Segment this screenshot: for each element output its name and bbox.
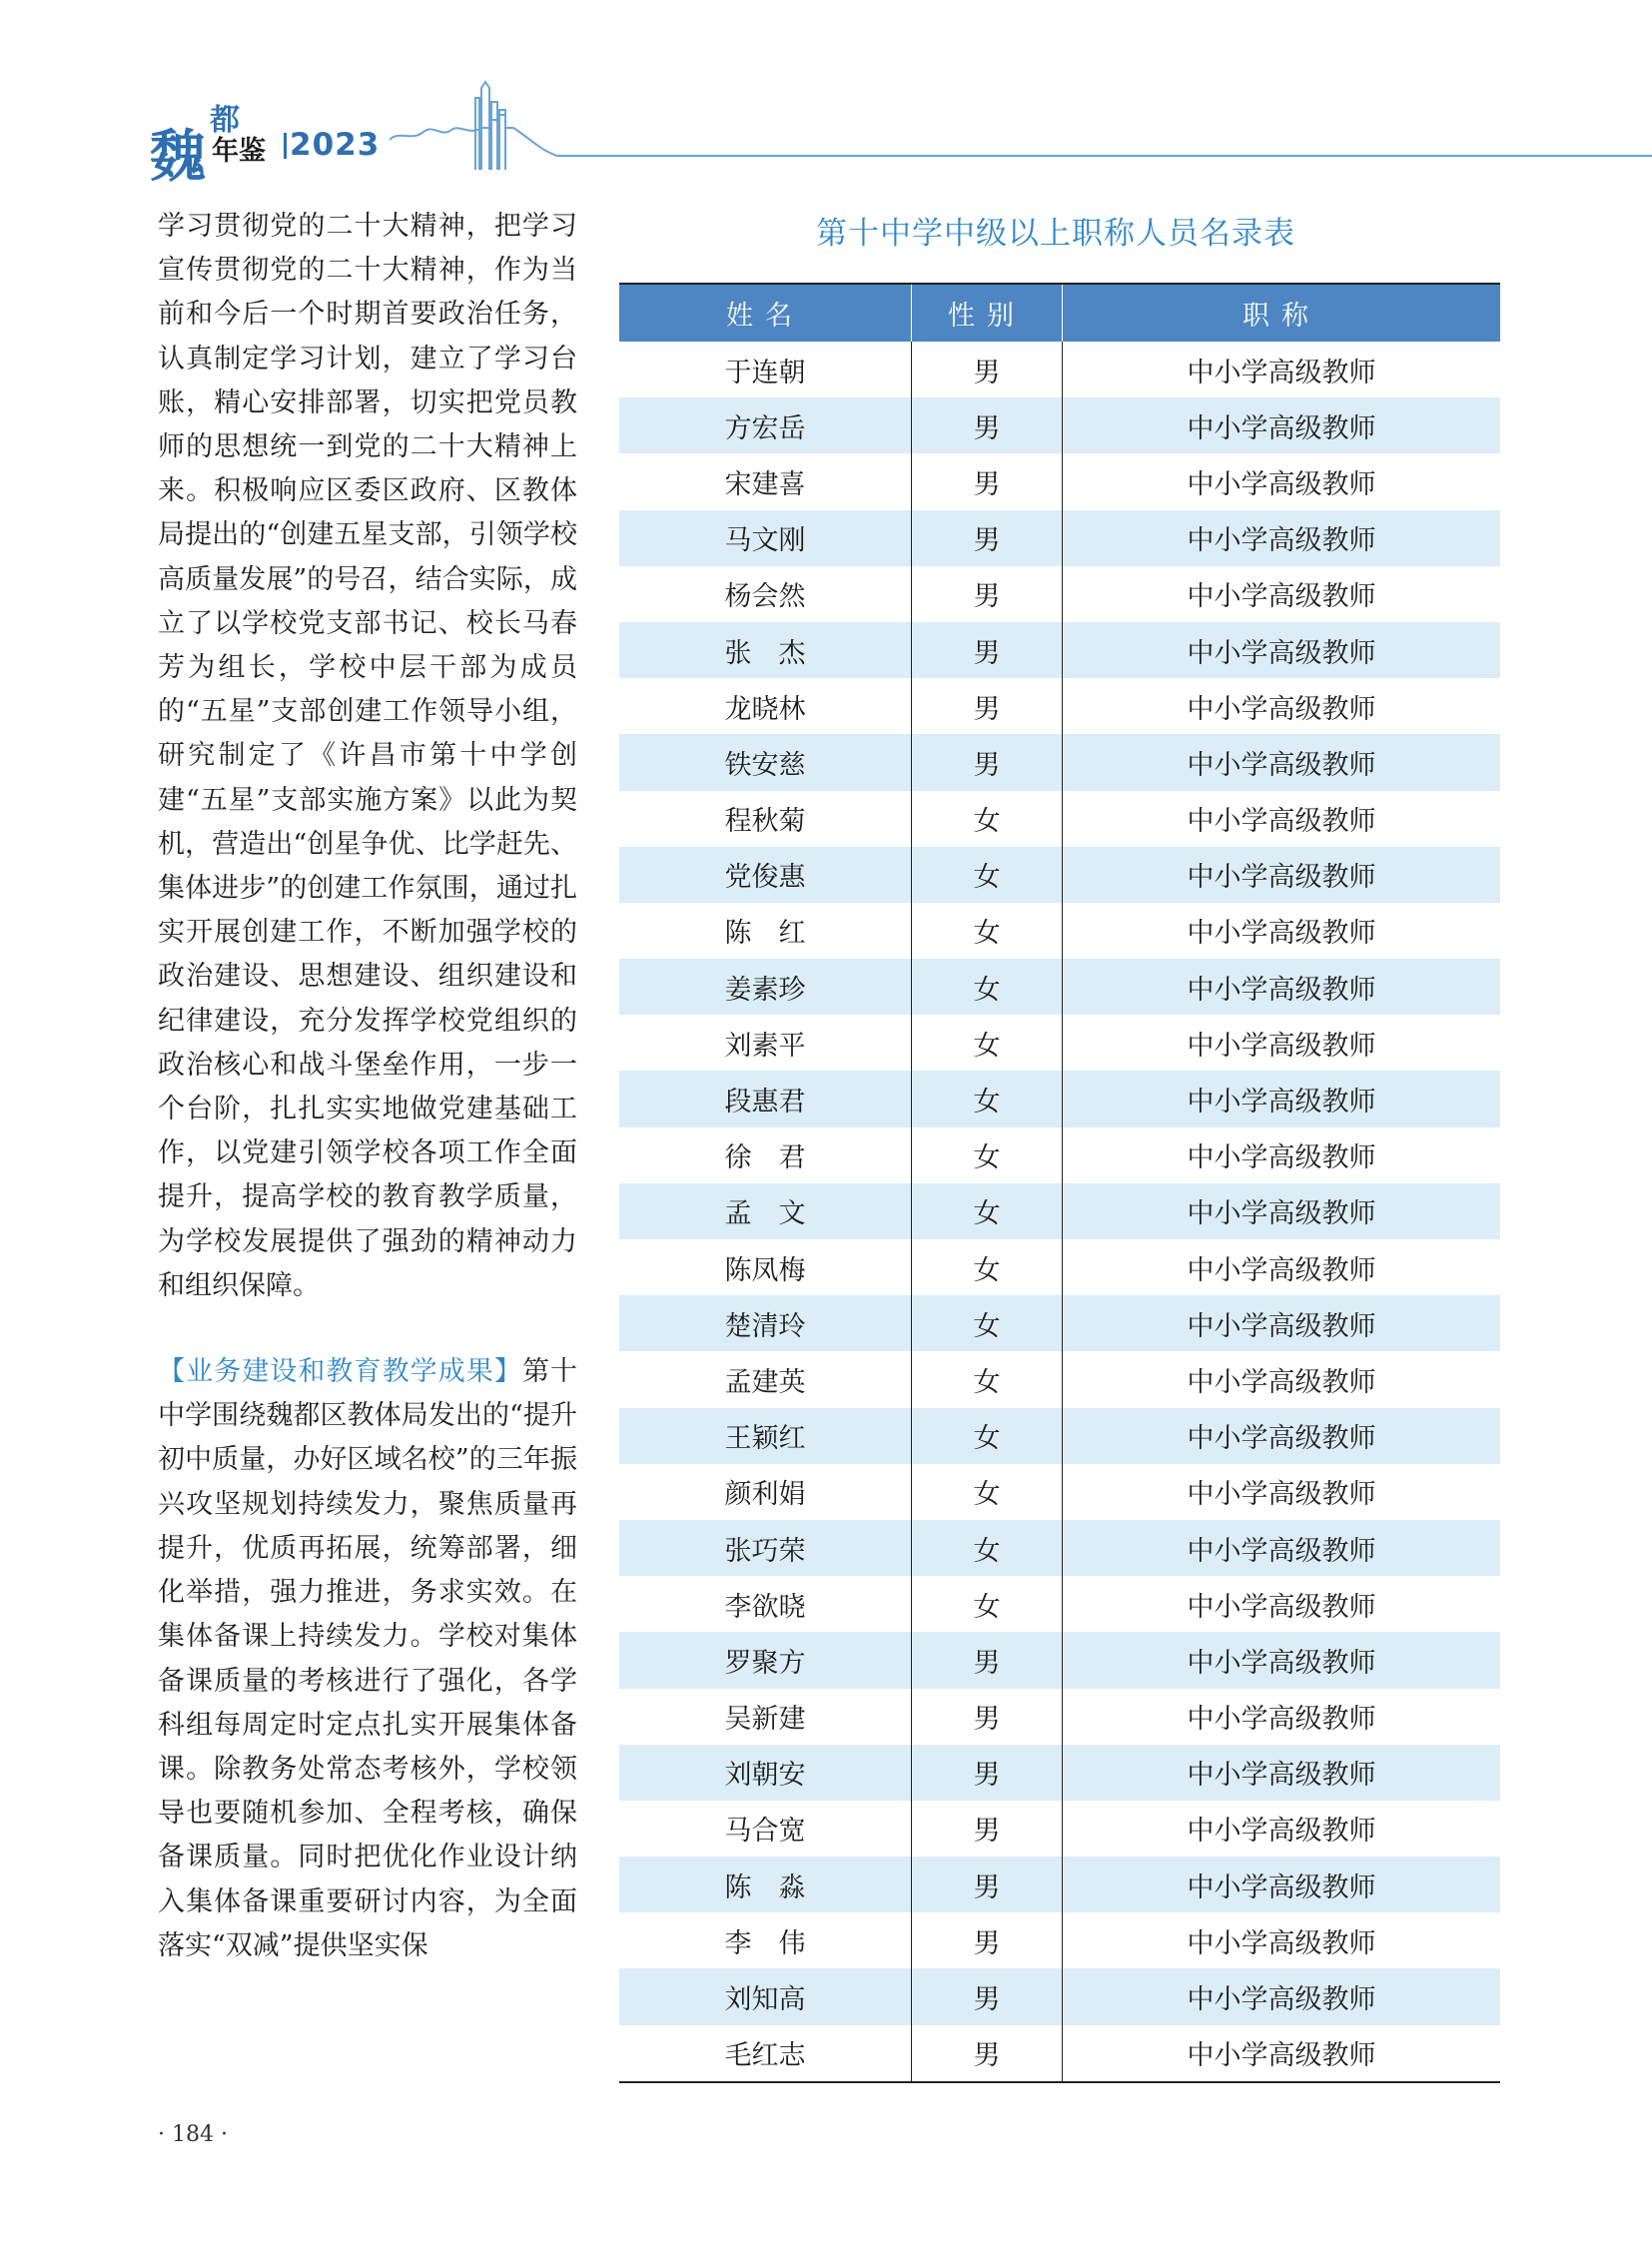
cell-title: 中小学高级教师 xyxy=(1063,678,1501,734)
cell-title: 中小学高级教师 xyxy=(1063,1408,1501,1464)
table-row xyxy=(619,1239,1500,1295)
table-row xyxy=(619,342,1500,397)
cell-gender: 女 xyxy=(912,1408,1063,1464)
cell-title: 中小学高级教师 xyxy=(1063,1239,1501,1295)
cell-gender: 女 xyxy=(912,959,1063,1015)
table-row xyxy=(619,1127,1500,1183)
cell-name: 张巧荣 xyxy=(619,1520,912,1576)
cell-name: 马文刚 xyxy=(619,510,912,566)
cell-title: 中小学高级教师 xyxy=(1063,791,1501,847)
cell-title: 中小学高级教师 xyxy=(1063,903,1501,959)
cell-title: 中小学高级教师 xyxy=(1063,1689,1501,1745)
skyline-decoration xyxy=(390,80,1652,180)
body-paragraph-2 xyxy=(158,1350,577,1968)
cell-title: 中小学高级教师 xyxy=(1063,2025,1501,2082)
table-row xyxy=(619,1015,1500,1071)
cell-gender: 女 xyxy=(912,847,1063,903)
table-row xyxy=(619,678,1500,734)
table-row xyxy=(619,791,1500,847)
table-title: 第十中学中级以上职称人员名录表 xyxy=(816,216,1295,252)
page-header xyxy=(0,0,1652,190)
paragraph-gap xyxy=(158,1308,577,1350)
logo-year: 2023 xyxy=(290,127,381,163)
table-row xyxy=(619,734,1500,790)
cell-title: 中小学高级教师 xyxy=(1063,1295,1501,1351)
cell-title: 中小学高级教师 xyxy=(1063,566,1501,622)
cell-gender: 女 xyxy=(912,1351,1063,1407)
header-name: 姓名 xyxy=(619,284,912,342)
logo-divider xyxy=(284,133,287,159)
cell-name: 段惠君 xyxy=(619,1071,912,1126)
cell-name: 孟建英 xyxy=(724,1366,806,1398)
cell-gender: 男 xyxy=(912,678,1063,734)
table-row xyxy=(619,959,1500,1015)
cell-gender: 男 xyxy=(912,1857,1063,1912)
table-row xyxy=(619,1071,1500,1126)
cell-name: 李欲晓 xyxy=(724,1591,806,1623)
body-paragraph-1: 学习贯彻党的二十大精神，把学习宣传贯彻党的二十大精神，作为当前和今后一个时期首要政治任务，认真制定学习计划，建立了学习台账，精心安排部署，切实把党员教师的思想统一到党的二十大精神上来。积极响应区委区政府、区教体局提出的“创建五星支部，引领学校高质量发展”的号召，结合实际，成立了以学校党支部书记、校长马春芳为组长，学校中层干部为成员的“五星”支部创建工作领导小组，研究制定了《许昌市第十中学创建“五星”支部实施方案》以此为契机，营造出“创星争优、比学赶先、集体进步”的创建工作氛围，通过扎实开展创建工作，不断加强学校的政治建设、思想建设、组织建设和纪律建设，充分发挥学校党组织的政治核心和战斗堡垒作用，一步一个台阶，扎扎实实地做党建基础工作，以党建引领学校各项工作全面提升，提高学校的教育教学质量，为学校发展提供了强劲的精神动力和组织保障。 xyxy=(158,211,577,1301)
table-header-row xyxy=(619,284,1500,342)
table-row xyxy=(619,1351,1500,1407)
cell-name: 李 伟 xyxy=(724,1927,806,1959)
logo-nianjian: 年鉴 xyxy=(212,136,266,167)
cell-gender: 女 xyxy=(912,1239,1063,1295)
staff-table-container xyxy=(619,283,1492,2083)
table-row xyxy=(619,1632,1500,1688)
cell-gender: 男 xyxy=(912,1632,1063,1688)
cell-gender: 男 xyxy=(912,397,1063,453)
cell-gender: 男 xyxy=(912,1801,1063,1857)
table-row xyxy=(619,1576,1500,1632)
cell-gender: 男 xyxy=(912,1968,1063,2024)
table-row xyxy=(619,510,1500,566)
cell-gender: 男 xyxy=(912,510,1063,566)
table-row xyxy=(619,1857,1500,1912)
cell-gender: 男 xyxy=(912,453,1063,509)
cell-title: 中小学高级教师 xyxy=(1063,510,1501,566)
cell-title: 中小学高级教师 xyxy=(1063,1015,1501,1071)
table-row xyxy=(619,566,1500,622)
cell-name: 杨会然 xyxy=(724,581,806,613)
cell-title: 中小学高级教师 xyxy=(1063,734,1501,790)
table-row xyxy=(619,2025,1500,2082)
cell-title: 中小学高级教师 xyxy=(1063,1745,1501,1801)
table-row xyxy=(619,1520,1500,1576)
logo-char-wei: 魏 xyxy=(150,125,204,190)
cell-title: 中小学高级教师 xyxy=(1063,1520,1501,1576)
table-row xyxy=(619,903,1500,959)
table-row xyxy=(619,1912,1500,1968)
cell-name: 徐 君 xyxy=(724,1142,806,1174)
table-row xyxy=(619,1183,1500,1239)
cell-name: 张 杰 xyxy=(619,622,912,678)
cell-name: 党俊惠 xyxy=(619,847,912,903)
cell-name: 铁安慈 xyxy=(619,734,912,790)
staff-table xyxy=(619,283,1500,2083)
cell-title: 中小学高级教师 xyxy=(1063,1351,1501,1407)
cell-title: 中小学高级教师 xyxy=(1063,1968,1501,2024)
cell-title: 中小学高级教师 xyxy=(1063,1127,1501,1183)
cell-title: 中小学高级教师 xyxy=(1063,847,1501,903)
table-row xyxy=(619,1968,1500,2024)
table-row xyxy=(619,1408,1500,1464)
cell-title: 中小学高级教师 xyxy=(1063,1071,1501,1126)
cell-name: 马合宽 xyxy=(724,1816,806,1848)
cell-name: 方宏岳 xyxy=(619,397,912,453)
cell-name: 陈 淼 xyxy=(619,1857,912,1912)
table-body xyxy=(619,342,1500,2082)
cell-name: 宋建喜 xyxy=(724,468,806,500)
table-row xyxy=(619,1801,1500,1857)
table-row xyxy=(619,397,1500,453)
cell-name: 楚清玲 xyxy=(619,1295,912,1351)
header-title: 职称 xyxy=(1063,284,1501,342)
table-row xyxy=(619,1295,1500,1351)
cell-name: 龙晓林 xyxy=(724,693,806,725)
cell-name: 于连朝 xyxy=(724,357,806,388)
cell-gender: 女 xyxy=(912,1576,1063,1632)
cell-gender: 女 xyxy=(912,1520,1063,1576)
body-paragraph-2-text: 第十中学围绕魏都区教体局发出的“提升初中质量，办好区域名校”的三年振兴攻坚规划持续发力，聚焦质量再提升，优质再拓展，统筹部署，细化举措，强力推进，务求实效。在集体备课上持续发力。学校对集体备课质量的考核进行了强化，各学科组每周定时定点扎实开展集体备课。除教务处常态考核外，学校领导也要随机参加、全程考核，确保备课质量。同时把优化作业设计纳入集体备课重要研讨内容，为全面落实“双减”提供坚实保 xyxy=(158,1356,578,1961)
cell-name: 刘朝安 xyxy=(619,1745,912,1801)
cell-gender: 女 xyxy=(912,1071,1063,1126)
cell-name: 程秋菊 xyxy=(724,806,806,838)
cell-title: 中小学高级教师 xyxy=(1063,342,1501,397)
cell-gender: 男 xyxy=(912,1689,1063,1745)
cell-gender: 女 xyxy=(912,1295,1063,1351)
cell-title: 中小学高级教师 xyxy=(1063,397,1501,453)
cell-name: 陈 红 xyxy=(724,918,806,950)
cell-gender: 男 xyxy=(912,566,1063,622)
cell-gender: 女 xyxy=(912,1464,1063,1520)
header-gender: 性别 xyxy=(912,284,1063,342)
cell-title: 中小学高级教师 xyxy=(1063,1576,1501,1632)
body-text-column xyxy=(158,205,577,1968)
logo-char-du: 都 xyxy=(210,103,240,138)
table-row xyxy=(619,1689,1500,1745)
section-heading: 【业务建设和教育教学成果】 xyxy=(158,1356,522,1388)
cell-gender: 女 xyxy=(912,1183,1063,1239)
table-row xyxy=(619,1745,1500,1801)
cell-name: 王颖红 xyxy=(619,1408,912,1464)
page-number: · 184 · xyxy=(158,2122,228,2147)
cell-title: 中小学高级教师 xyxy=(1063,453,1501,509)
cell-gender: 女 xyxy=(912,1015,1063,1071)
cell-gender: 女 xyxy=(912,791,1063,847)
cell-gender: 男 xyxy=(912,734,1063,790)
cell-title: 中小学高级教师 xyxy=(1063,1857,1501,1912)
cell-title: 中小学高级教师 xyxy=(1063,959,1501,1015)
cell-name: 刘知高 xyxy=(619,1968,912,2024)
cell-name: 刘素平 xyxy=(724,1030,806,1062)
cell-name: 陈凤梅 xyxy=(724,1254,806,1286)
cell-name: 孟 文 xyxy=(619,1183,912,1239)
cell-name: 吴新建 xyxy=(724,1704,806,1736)
cell-title: 中小学高级教师 xyxy=(1063,1183,1501,1239)
cell-name: 姜素珍 xyxy=(619,959,912,1015)
cell-name: 罗聚方 xyxy=(619,1632,912,1688)
cell-title: 中小学高级教师 xyxy=(1063,622,1501,678)
table-row xyxy=(619,622,1500,678)
table-row xyxy=(619,453,1500,509)
cell-title: 中小学高级教师 xyxy=(1063,1801,1501,1857)
cell-title: 中小学高级教师 xyxy=(1063,1912,1501,1968)
cell-name: 毛红志 xyxy=(619,2025,912,2082)
cell-gender: 男 xyxy=(912,1912,1063,1968)
table-row xyxy=(619,1464,1500,1520)
cell-gender: 男 xyxy=(912,622,1063,678)
table-row xyxy=(619,847,1500,903)
cell-gender: 女 xyxy=(912,903,1063,959)
cell-gender: 男 xyxy=(912,342,1063,397)
cell-gender: 男 xyxy=(912,1745,1063,1801)
cell-gender: 男 xyxy=(912,2025,1063,2082)
cell-gender: 女 xyxy=(912,1127,1063,1183)
cell-title: 中小学高级教师 xyxy=(1063,1464,1501,1520)
cell-title: 中小学高级教师 xyxy=(1063,1632,1501,1688)
cell-name: 颜利娟 xyxy=(724,1479,806,1511)
